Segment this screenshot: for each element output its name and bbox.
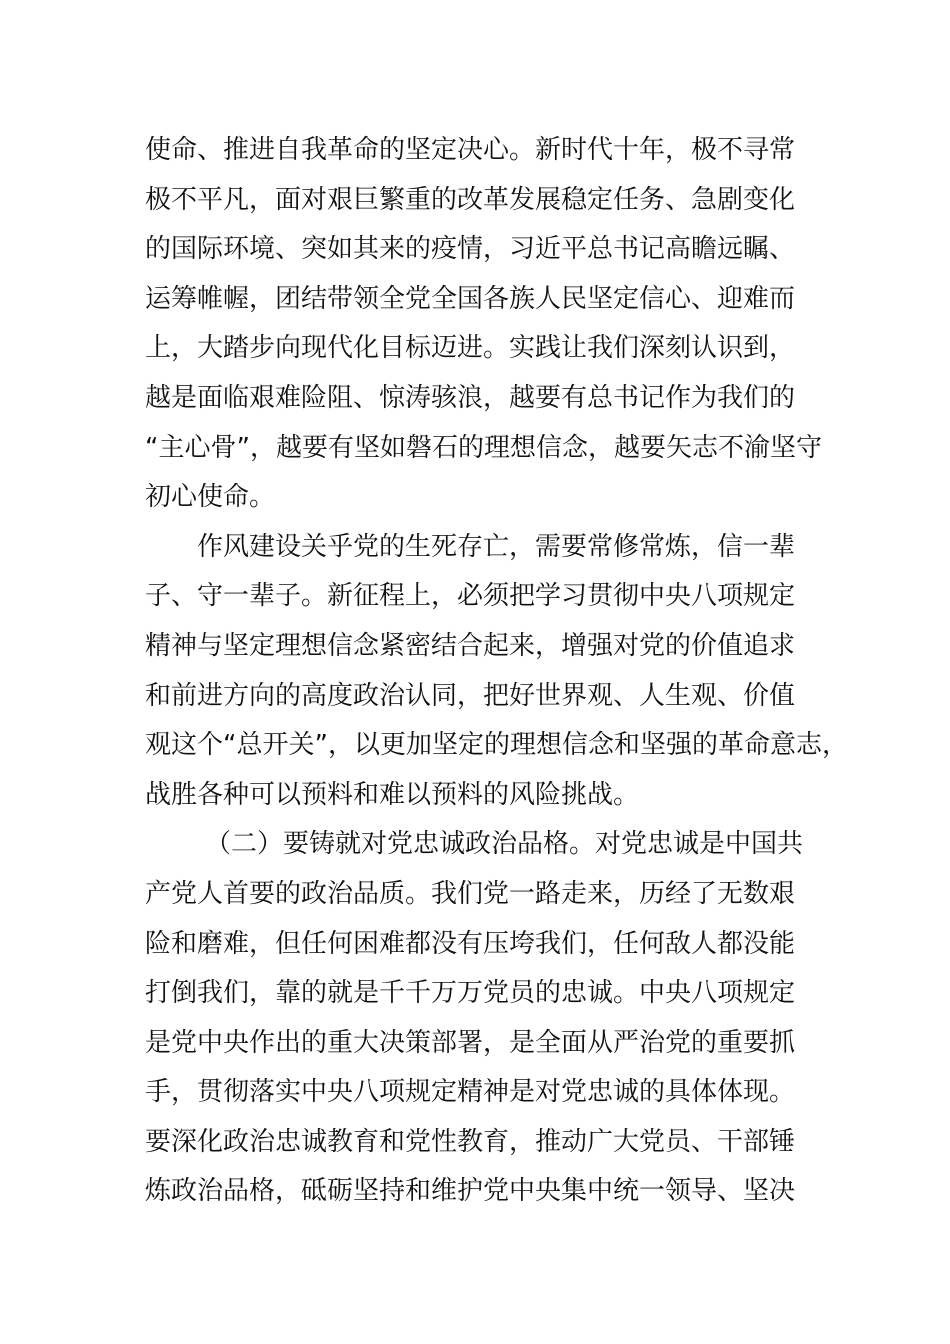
text-line: 和前进方向的高度政治认同，把好世界观、人生观、价值 — [145, 680, 796, 711]
text-line: 运筹帷幄，团结带领全党全国各族人民坚定信心、迎难而 — [145, 283, 796, 314]
text-line: 的国际环境、突如其来的疫情，习近平总书记高瞻远瞩、 — [145, 234, 796, 265]
section-heading-line: （二）要铸就对党忠诚政治品格。对党忠诚是中国共 — [205, 829, 804, 860]
text-line: 上，大踏步向现代化目标迈进。实践让我们深刻认识到， — [145, 333, 796, 364]
text-line: 越是面临艰难险阻、惊涛骇浪，越要有总书记作为我们的 — [145, 382, 796, 413]
text-line: 子、守一辈子。新征程上，必须把学习贯彻中央八项规定 — [145, 581, 796, 612]
text-line: 初心使命。 — [145, 482, 276, 513]
text-line: 观这个“总开关”，以更加坚定的理想信念和坚强的革命意志， — [145, 730, 848, 761]
text-line: 打倒我们，靠的就是千千万万党员的忠诚。中央八项规定 — [145, 978, 796, 1009]
text-line: 精神与坚定理想信念紧密结合起来，增强对党的价值追求 — [145, 630, 796, 661]
text-line: 战胜各种可以预料和难以预料的风险挑战。 — [145, 779, 640, 810]
text-line: 炼政治品格，砥砺坚持和维护党中央集中统一领导、坚决 — [145, 1176, 796, 1207]
body-text — [145, 126, 848, 1217]
text-line: 是党中央作出的重大决策部署，是全面从严治党的重要抓 — [145, 1027, 796, 1058]
text-line: 极不平凡，面对艰巨繁重的改革发展稳定任务、急剧变化 — [145, 184, 796, 215]
paragraph-start-line: 作风建设关乎党的生死存亡，需要常修常炼，信一辈 — [197, 531, 796, 562]
text-line: 手，贯彻落实中央八项规定精神是对党忠诚的具体体现。 — [145, 1077, 796, 1108]
text-line: “主心骨”，越要有坚如磐石的理想信念，越要矢志不渝坚守 — [145, 432, 822, 463]
text-line: 要深化政治忠诚教育和党性教育，推动广大党员、干部锤 — [145, 1126, 796, 1157]
text-line: 险和磨难，但任何困难都没有压垮我们，任何敌人都没能 — [145, 928, 796, 959]
text-line: 产党人首要的政治品质。我们党一路走来，历经了无数艰 — [145, 878, 796, 909]
text-line: 使命、推进自我革命的坚定决心。新时代十年，极不寻常 — [145, 135, 796, 165]
